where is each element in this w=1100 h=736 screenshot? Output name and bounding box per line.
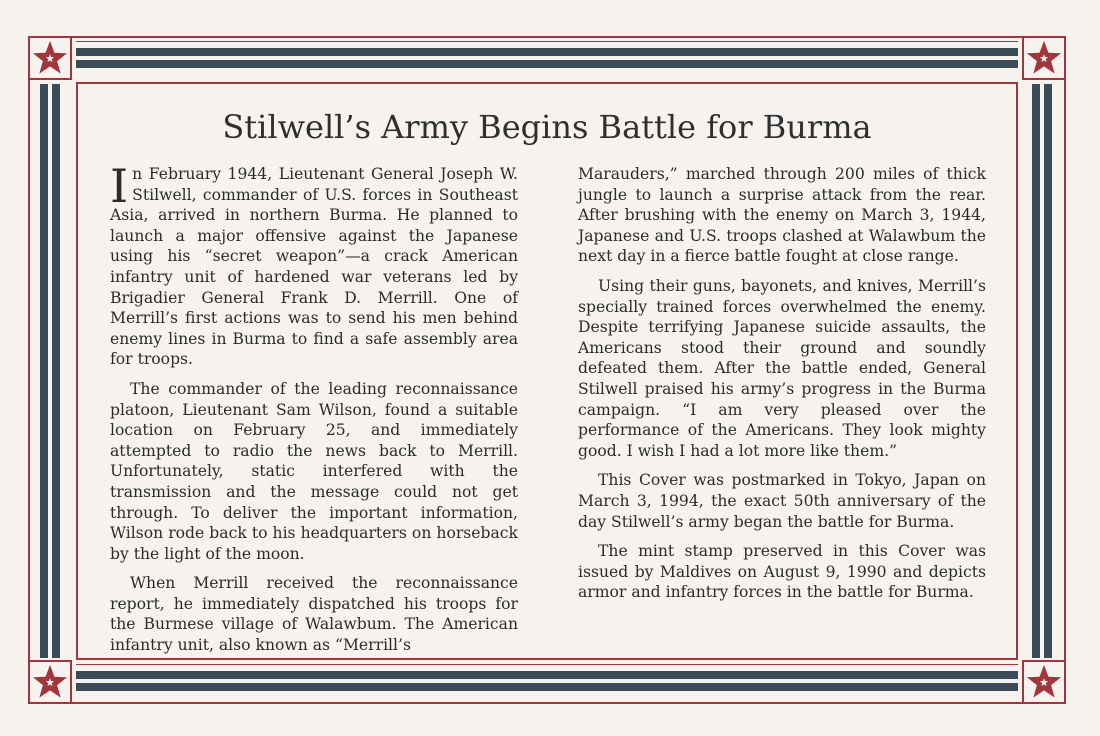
right-stripe-band bbox=[1026, 84, 1056, 658]
star-icon bbox=[31, 663, 69, 701]
corner-bottom-left bbox=[28, 660, 72, 704]
star-icon bbox=[31, 39, 69, 77]
left-stripe-band bbox=[34, 84, 64, 658]
page-title: Stilwell’s Army Begins Battle for Burma bbox=[222, 108, 872, 146]
corner-bottom-right bbox=[1022, 660, 1066, 704]
paragraph bbox=[110, 159, 518, 370]
paragraph: When Merrill received the reconnaissance report, he immediately dispatched his troops for the Burmese village of Walawbum. The American infantry unit, also known as “Merrill’s bbox=[110, 574, 518, 655]
right-column bbox=[578, 164, 986, 612]
paragraph: This Cover was postmarked in Tokyo, Japan on March 3, 1994, the exact 50th anniversary of the day Stilwell’s army began the battle for Burma. bbox=[578, 471, 986, 531]
paragraph: Using their guns, bayonets, and knives, Merrill’s specially trained forces overwhelmed the enemy. Despite terrifying Japanese suicide assaults, the Americans stood their ground and soundly defeated them. After the battle ended, General Stilwell praised his army’s progress in the Burma campaign. “I am very pleased over the performance of the Americans. They look mighty good. I wish I had a lot more like them.” bbox=[578, 276, 986, 460]
star-icon bbox=[1025, 39, 1063, 77]
paragraph-text: n February 1944, Lieutenant General Joseph W. Stilwell, commander of U.S. forces in Southeast Asia, arrived in northern Burma. He planned to launch a major offensive against the Japanese using his “secret weapon”—a crack American infantry unit of hardened war veterans led by Brigadier General Frank D. Merrill. One of Merrill’s first actions was to send his men behind enemy lines in Burma to find a safe assembly area for troops. bbox=[110, 165, 518, 369]
paragraph: The mint stamp preserved in this Cover was issued by Maldives on August 9, 1990 and depicts armor and infantry forces in the battle for Burma. bbox=[578, 542, 986, 602]
paragraph: The commander of the leading reconnaissance platoon, Lieutenant Sam Wilson, found a suitable location on February 25, and immediately attempted to radio the news back to Merrill. Unfortunately, static interfered with the transmission and the message could not get through. To deliver the important information, Wilson rode back to his headquarters on horseback by the light of the moon. bbox=[110, 379, 518, 563]
star-icon bbox=[1025, 663, 1063, 701]
bottom-stripe-band bbox=[76, 663, 1018, 693]
drop-cap: I bbox=[110, 159, 129, 213]
top-stripe-band bbox=[76, 40, 1018, 70]
corner-top-right bbox=[1022, 36, 1066, 80]
corner-top-left bbox=[28, 36, 72, 80]
left-column bbox=[110, 159, 518, 665]
paragraph: Marauders,” marched through 200 miles of thick jungle to launch a surprise attack from the rear. After brushing with the enemy on March 3, 1944, Japanese and U.S. troops clashed at Walawbum the next day in a fierce battle fought at close range. bbox=[578, 165, 986, 266]
